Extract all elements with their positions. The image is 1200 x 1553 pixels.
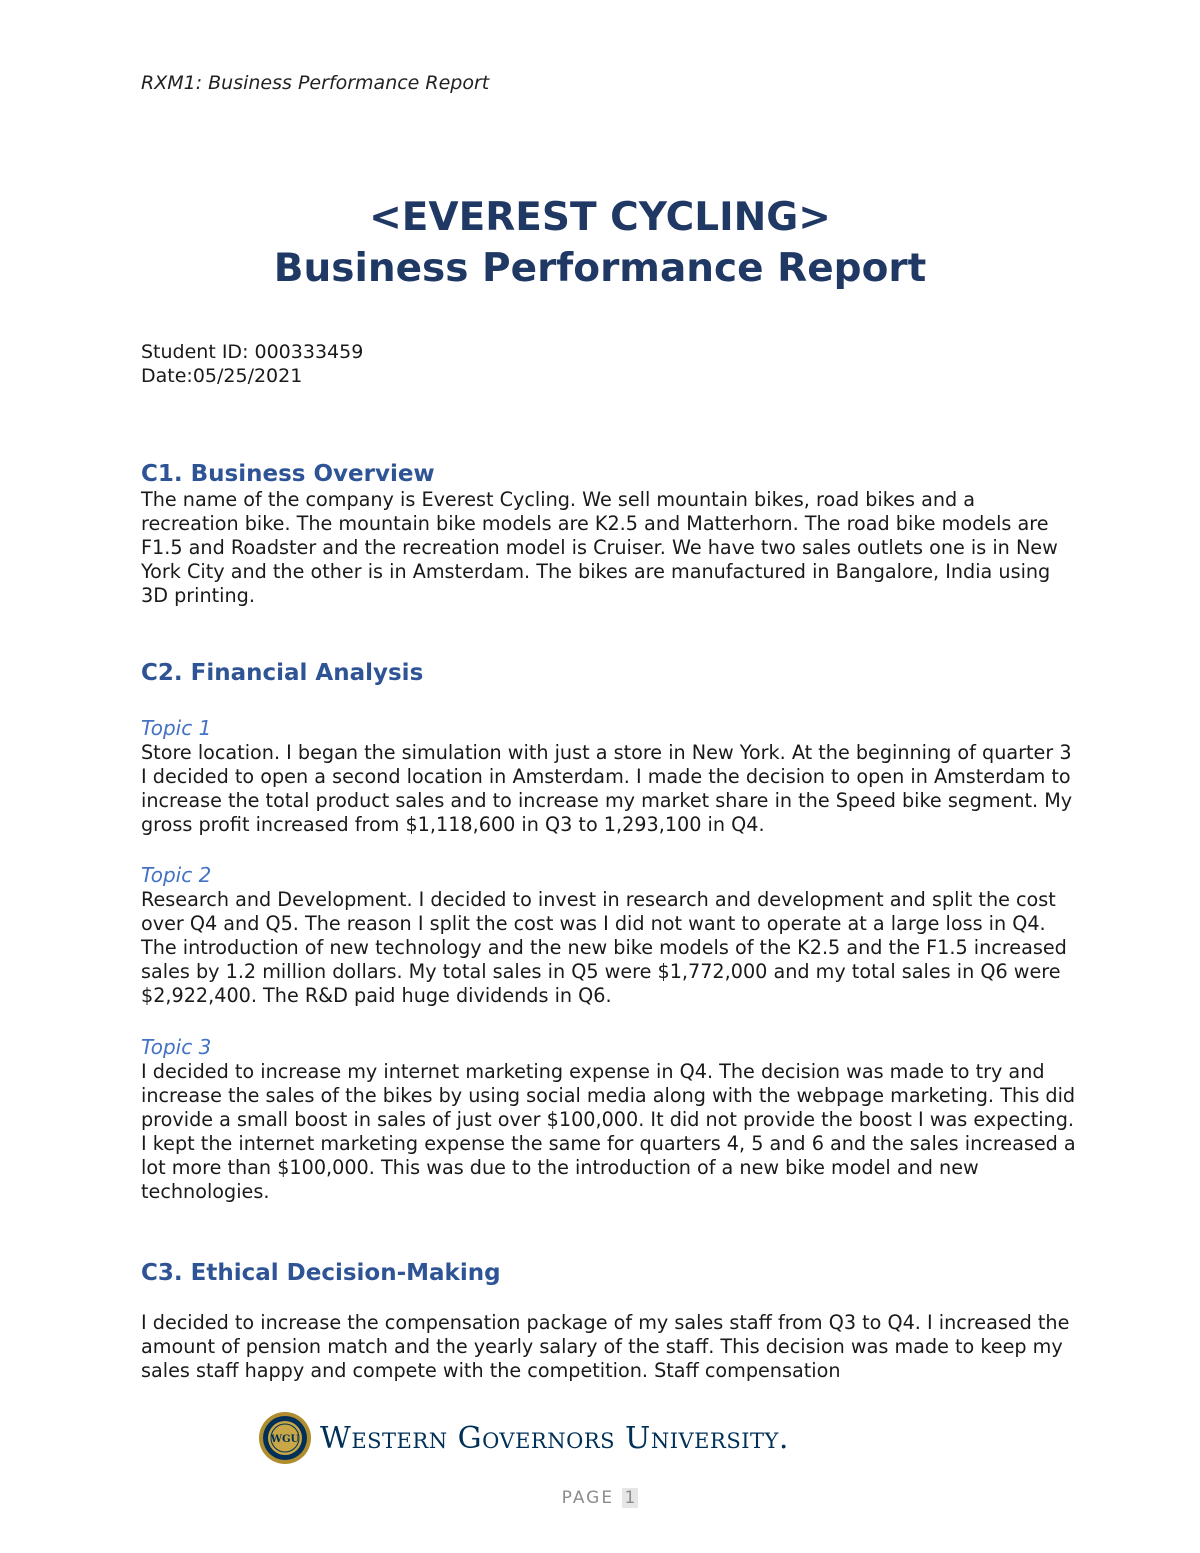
topic-heading-2: Topic 2: [141, 863, 212, 887]
running-header: RXM1: Business Performance Report: [141, 72, 490, 94]
wgu-logo: [258, 1411, 789, 1465]
student-id: Student ID: 000333459: [141, 341, 364, 363]
section-body-c1: The name of the company is Everest Cycling. We sell mountain bikes, road bikes and a recreation bike. The mountain bike models are K2.5 and Matterhorn. The road bike models are F1.5 and Roadster and the recreation model is Cruiser. We have two sales outlets one is in New York City and the other is in Amsterdam. The bikes are manufactured in Bangalore, India using 3D printing.: [141, 488, 1058, 607]
document-title: [0, 192, 1200, 294]
section-c1: [141, 460, 1076, 608]
company-name-title: <EVEREST CYCLING>: [369, 195, 831, 240]
section-heading-c1: C1. Business Overview: [141, 461, 435, 487]
section-body-c3: I decided to increase the compensation package of my sales staff from Q3 to Q4. I increased the amount of pension match and the yearly salary of the staff. This decision was made to keep my sales staff happy and compete with the competition. Staff compensation: [141, 1311, 1070, 1382]
wgu-wordmark: Western Governors University.: [320, 1420, 789, 1456]
topic-body-3: I decided to increase my internet marketing expense in Q4. The decision was made to try and increase the sales of the bikes by using social media along with the webpage marketing. This did provide a small boost in sales of just over $100,000. It did not provide the boost I was expecting. I kept the internet marketing expense the same for quarters 4, 5 and 6 and the sales increased a lot more than $100,000. This was due to the introduction of a new bike model and new technologies.: [141, 1060, 1076, 1203]
topic-1: [141, 715, 1076, 837]
wgu-seal-icon: [258, 1411, 312, 1465]
topic-3: [141, 1034, 1076, 1204]
svg-text:WGU: WGU: [270, 1434, 300, 1445]
document-meta: [141, 340, 363, 388]
page-footer: [0, 1488, 1200, 1508]
section-c2: [141, 659, 1076, 687]
report-title: Business Performance Report: [273, 246, 927, 291]
topic-2: [141, 862, 1076, 1008]
topic-body-2: Research and Development. I decided to invest in research and development and split the cost over Q4 and Q5. The reason I split the cost was I did not want to operate at a large loss in Q4. The introduction of new technology and the new bike models of the K2.5 and the F1.5 increased sales by 1.2 million dollars. My total sales in Q5 were $1,772,000 and my total sales in Q6 were $2,922,400. The R&D paid huge dividends in Q6.: [141, 888, 1067, 1007]
section-heading-c3: C3. Ethical Decision-Making: [141, 1260, 501, 1286]
page-number: 1: [622, 1488, 639, 1508]
topic-heading-1: Topic 1: [141, 716, 212, 740]
topic-heading-3: Topic 3: [141, 1035, 212, 1059]
section-c3: [141, 1259, 1076, 1383]
topic-body-1: Store location. I began the simulation with just a store in New York. At the beginning of quarter 3 I decided to open a second location in Amsterdam. I made the decision to open in Amsterdam to increase the total product sales and to increase my market share in the Speed bike segment. My gross profit increased from $1,118,600 in Q3 to 1,293,100 in Q4.: [141, 741, 1073, 836]
section-heading-c2: C2. Financial Analysis: [141, 660, 424, 686]
page-label: PAGE: [561, 1488, 615, 1508]
report-date: Date:05/25/2021: [141, 365, 303, 387]
